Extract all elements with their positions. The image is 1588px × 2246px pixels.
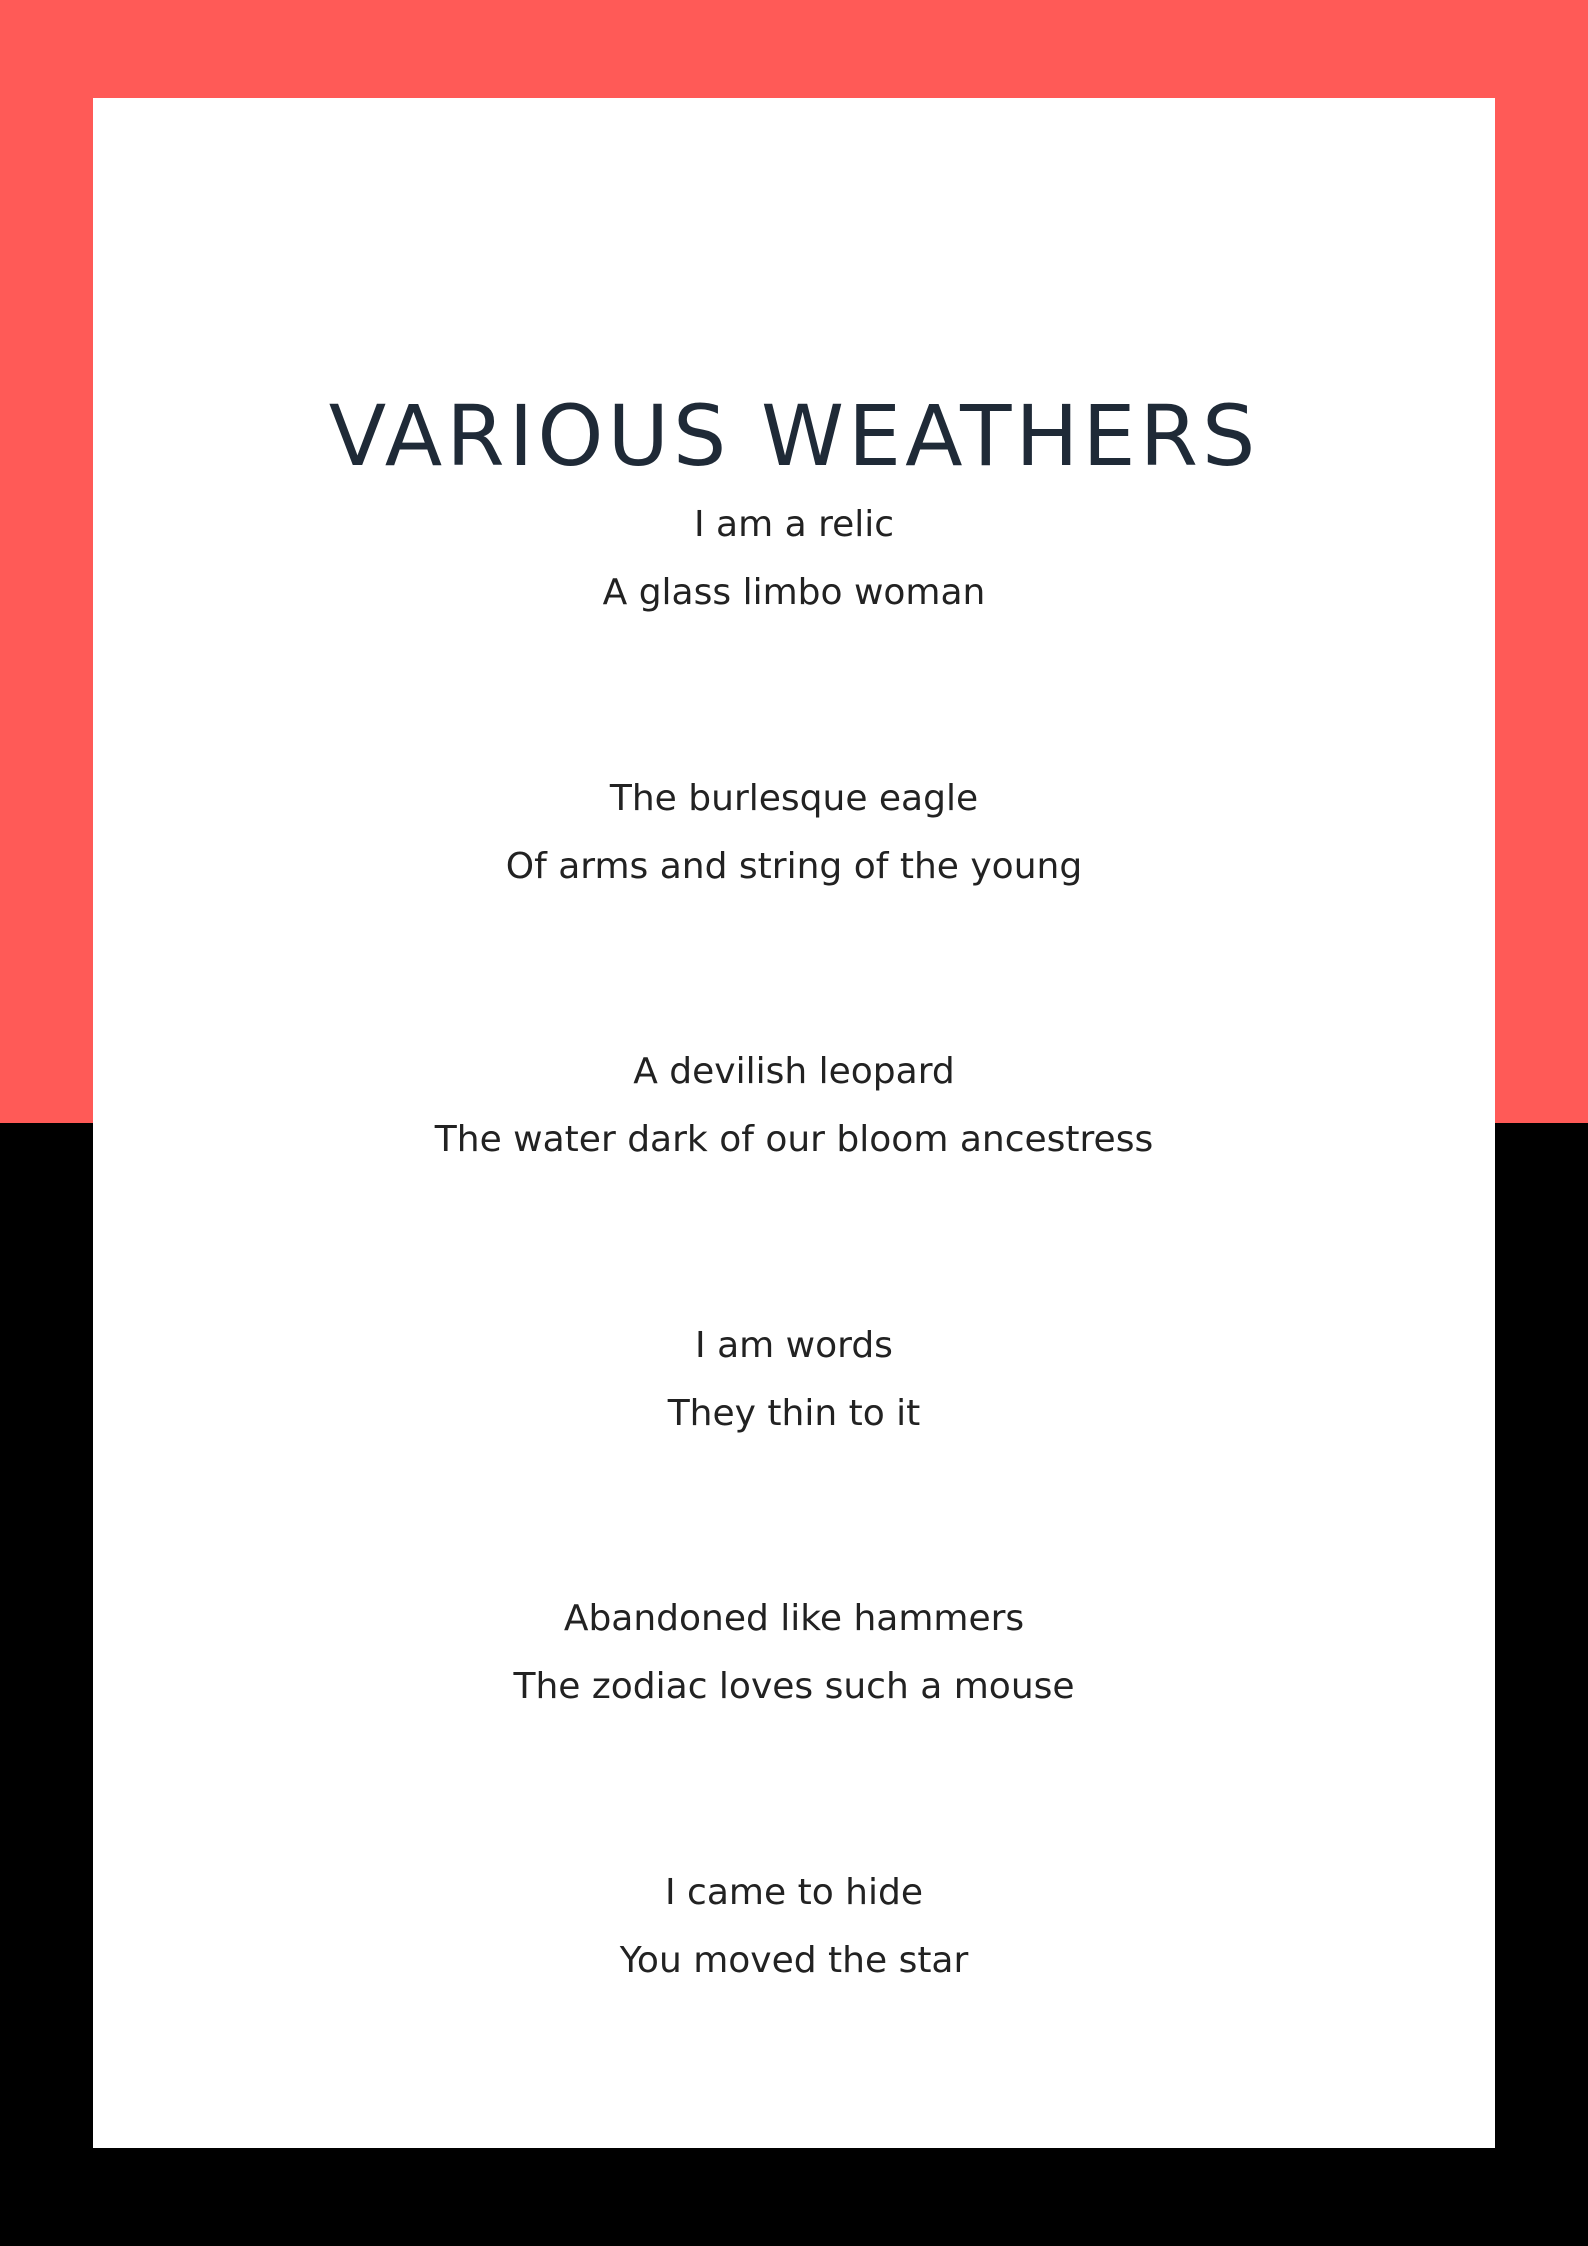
stanza-line: The burlesque eagle xyxy=(609,777,979,819)
stanza-line: Abandoned like hammers xyxy=(563,1598,1025,1639)
stanza-line: Of arms and string of the young xyxy=(505,845,1083,887)
stanza xyxy=(93,1312,1495,1586)
stanza xyxy=(93,1859,1495,2133)
stanza-line: They thin to it xyxy=(667,1392,921,1434)
stanza xyxy=(93,1585,1495,1859)
stanza-line: I came to hide xyxy=(665,1871,923,1913)
stanza-line: A glass limbo woman xyxy=(602,572,986,613)
stanza xyxy=(93,765,1495,1039)
poem-card xyxy=(93,98,1495,2148)
stanza-line: The zodiac loves such a mouse xyxy=(513,1666,1075,1707)
stanza-line: You moved the star xyxy=(619,1939,969,1981)
stanza-line: A devilish leopard xyxy=(633,1051,955,1092)
stanza-line: I am a relic xyxy=(693,504,895,545)
stanza-line: I am words xyxy=(695,1324,893,1366)
poem-body xyxy=(93,491,1495,2132)
stanza xyxy=(93,1038,1495,1312)
stanza xyxy=(93,491,1495,765)
stanza-line: The water dark of our bloom ancestress xyxy=(434,1119,1154,1160)
poem-title: VARIOUS WEATHERS xyxy=(328,387,1260,485)
